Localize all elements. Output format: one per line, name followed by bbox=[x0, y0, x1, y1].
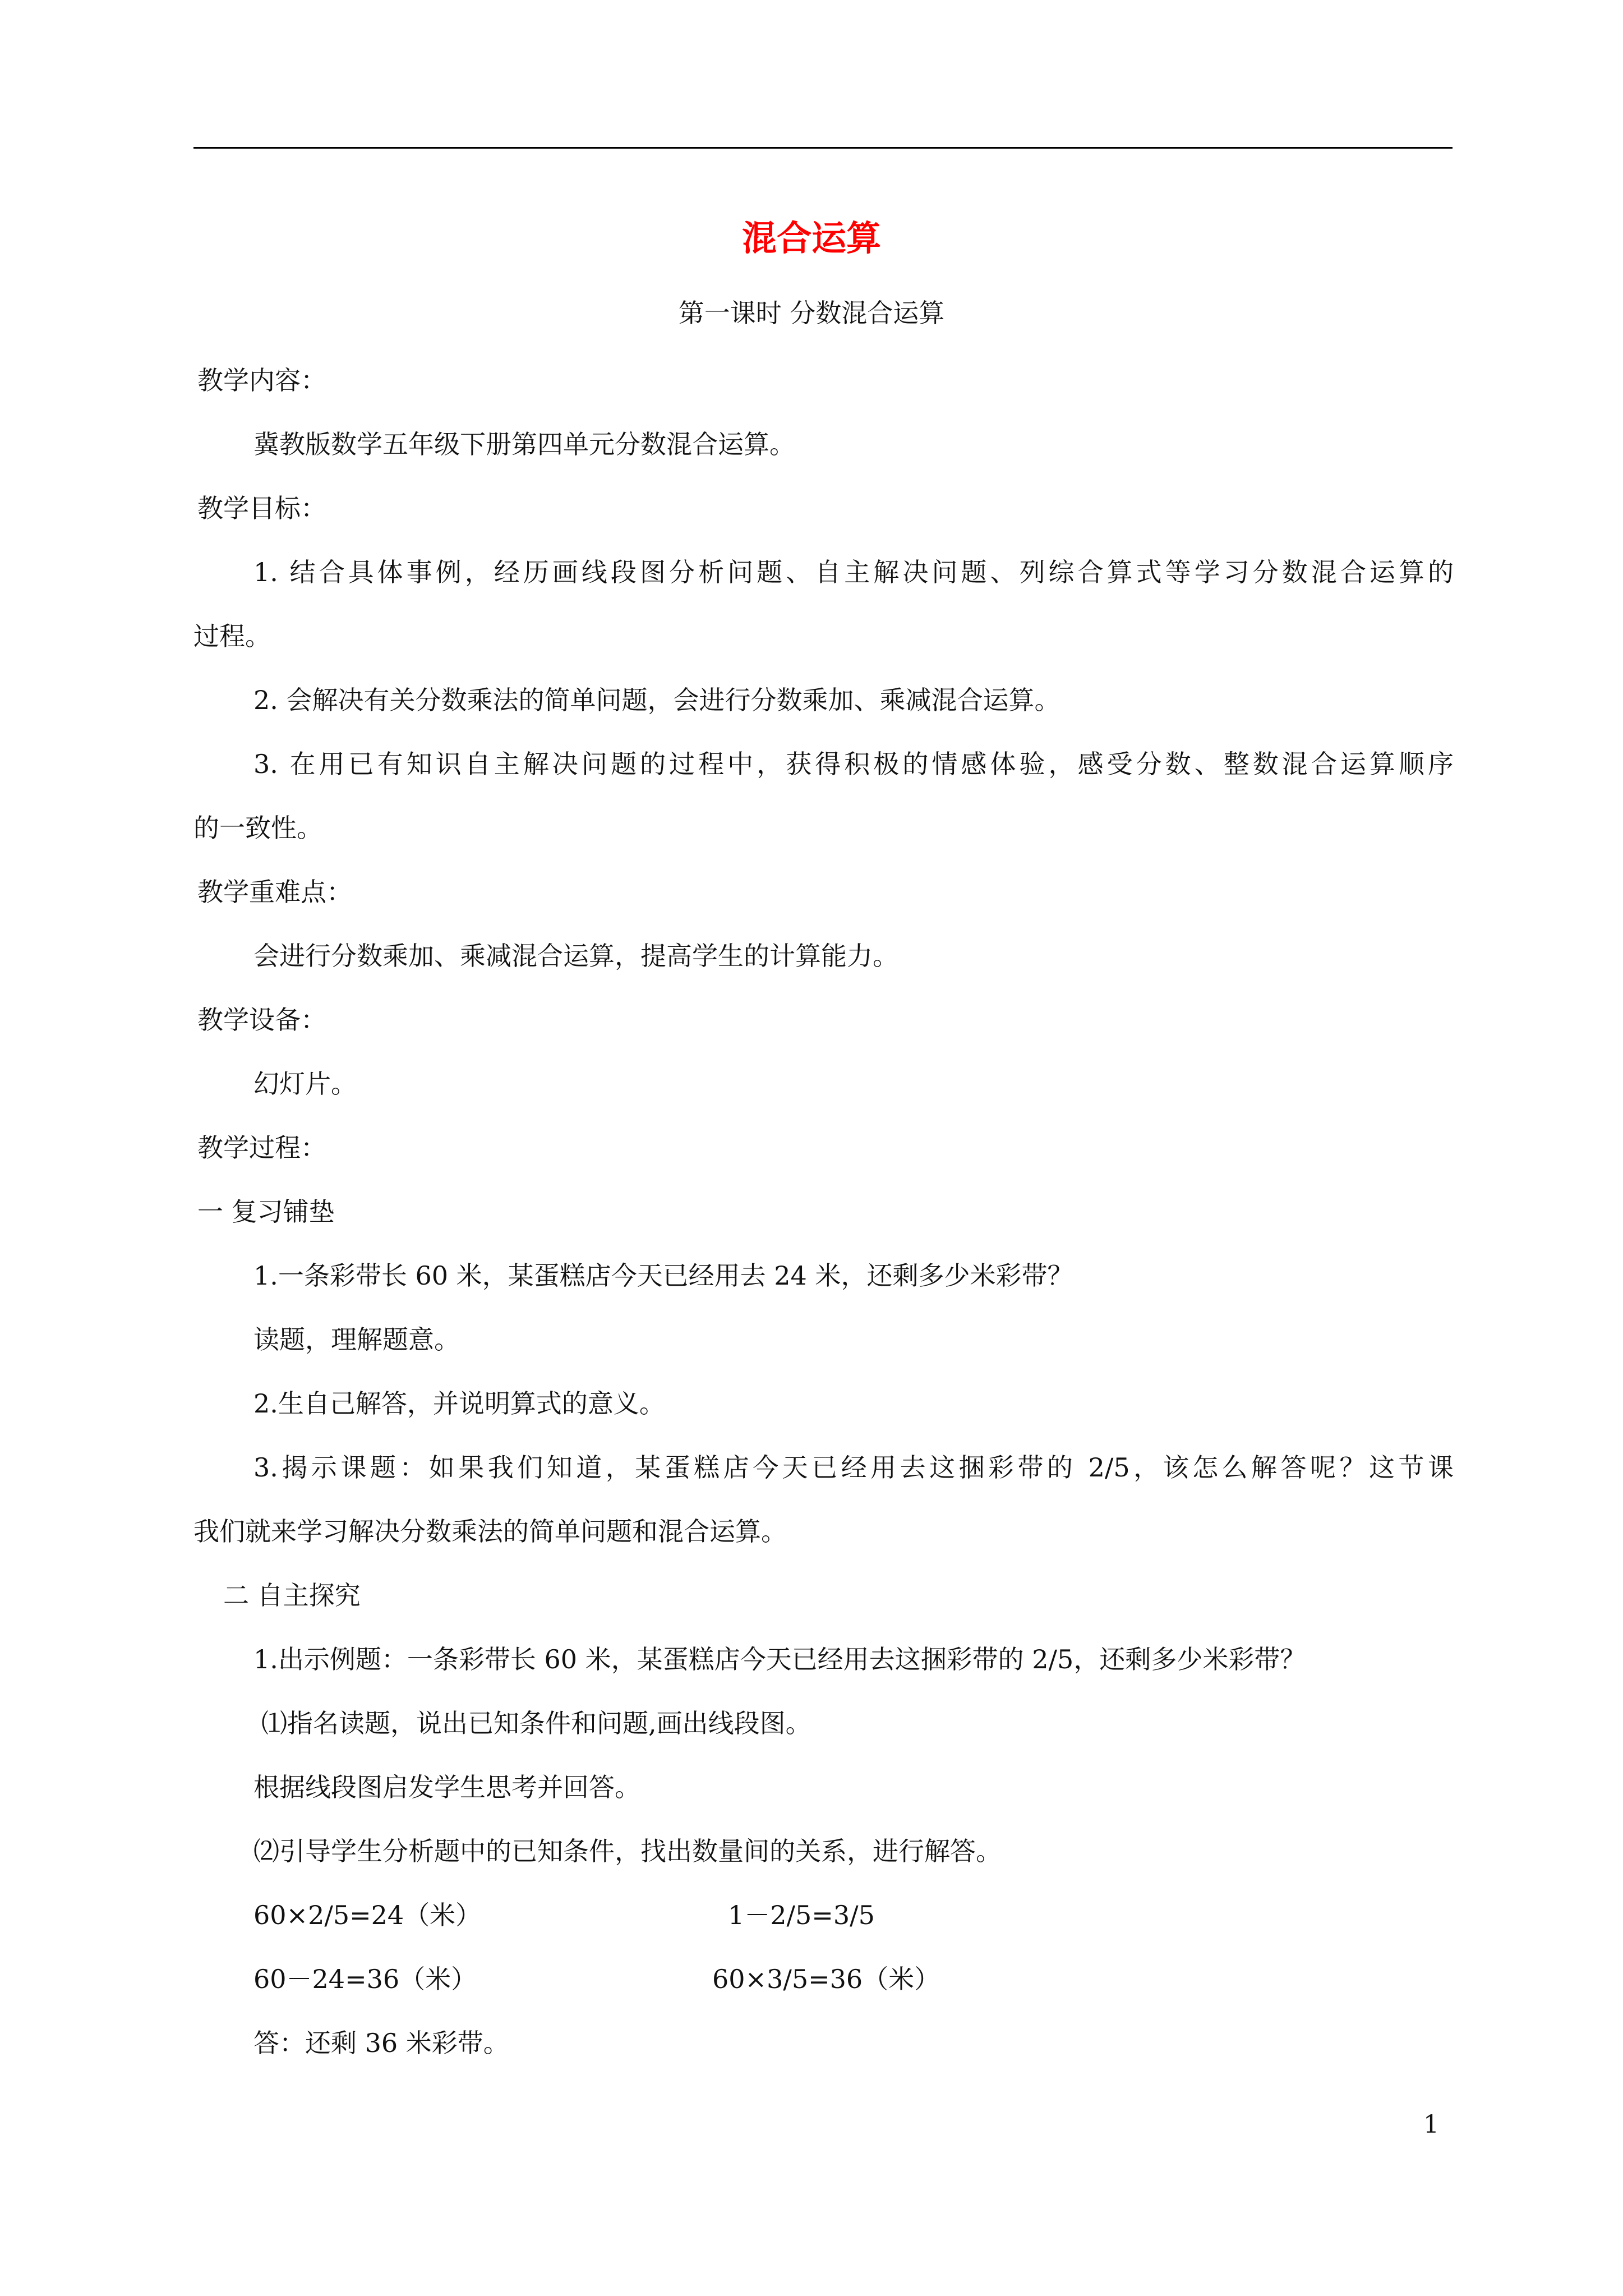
header-rule bbox=[193, 147, 1453, 149]
review-item-3-line-1: 3.揭示课题：如果我们知道，某蛋糕店今天已经用去这捆彩带的 2/5，该怎么解答呢？这节课 bbox=[253, 1452, 1454, 1483]
goals-heading: 教学目标： bbox=[197, 493, 326, 523]
document-title: 混合运算 bbox=[741, 218, 881, 259]
explore-step-1-note: 根据线段图启发学生思考并回答。 bbox=[253, 1772, 640, 1802]
calc-left-1: 60×2/5=24（米） bbox=[253, 1900, 482, 1930]
calc-right-1: 1－2/5=3/5 bbox=[728, 1900, 875, 1930]
goal-3-line-2: 的一致性。 bbox=[193, 813, 322, 843]
key-heading: 教学重难点： bbox=[197, 877, 352, 907]
content-text: 冀教版数学五年级下册第四单元分数混合运算。 bbox=[253, 429, 795, 459]
goal-2: 2. 会解决有关分数乘法的简单问题，会进行分数乘加、乘减混合运算。 bbox=[253, 685, 1061, 715]
document-subtitle: 第一课时 分数混合运算 bbox=[678, 298, 945, 328]
calc-right-2: 60×3/5=36（米） bbox=[712, 1964, 940, 1994]
review-item-2: 2.生自己解答，并说明算式的意义。 bbox=[253, 1388, 665, 1419]
answer-text: 答：还剩 36 米彩带。 bbox=[253, 2028, 509, 2058]
key-text: 会进行分数乘加、乘减混合运算，提高学生的计算能力。 bbox=[253, 941, 898, 971]
goal-1-line-2: 过程。 bbox=[193, 621, 271, 651]
review-heading: 一 复习铺垫 bbox=[197, 1197, 335, 1227]
goal-3-line-1: 3. 在用已有知识自主解决问题的过程中，获得积极的情感体验，感受分数、整数混合运算顺序 bbox=[253, 749, 1454, 779]
explore-step-1: ⑴指名读题，说出已知条件和问题,画出线段图。 bbox=[261, 1708, 811, 1738]
explore-heading: 二 自主探究 bbox=[223, 1580, 361, 1611]
explore-item-1: 1.出示例题：一条彩带长 60 米，某蛋糕店今天已经用去这捆彩带的 2/5，还剩多少米彩带？ bbox=[253, 1644, 1306, 1674]
review-item-1-note: 读题，理解题意。 bbox=[253, 1324, 460, 1355]
equipment-text: 幻灯片。 bbox=[253, 1069, 357, 1099]
explore-step-2: ⑵引导学生分析题中的已知条件，找出数量间的关系，进行解答。 bbox=[253, 1836, 1002, 1866]
calc-left-2: 60－24=36（米） bbox=[253, 1964, 477, 1994]
review-item-3-line-2: 我们就来学习解决分数乘法的简单问题和混合运算。 bbox=[193, 1516, 787, 1547]
goal-1-line-1: 1. 结合具体事例，经历画线段图分析问题、自主解决问题、列综合算式等学习分数混合运算的 bbox=[253, 557, 1454, 587]
process-heading: 教学过程： bbox=[197, 1133, 326, 1163]
content-heading: 教学内容： bbox=[197, 365, 326, 395]
review-item-1: 1.一条彩带长 60 米，某蛋糕店今天已经用去 24 米，还剩多少米彩带？ bbox=[253, 1260, 1073, 1291]
equipment-heading: 教学设备： bbox=[197, 1005, 326, 1035]
page-number: 1 bbox=[1423, 2110, 1439, 2139]
